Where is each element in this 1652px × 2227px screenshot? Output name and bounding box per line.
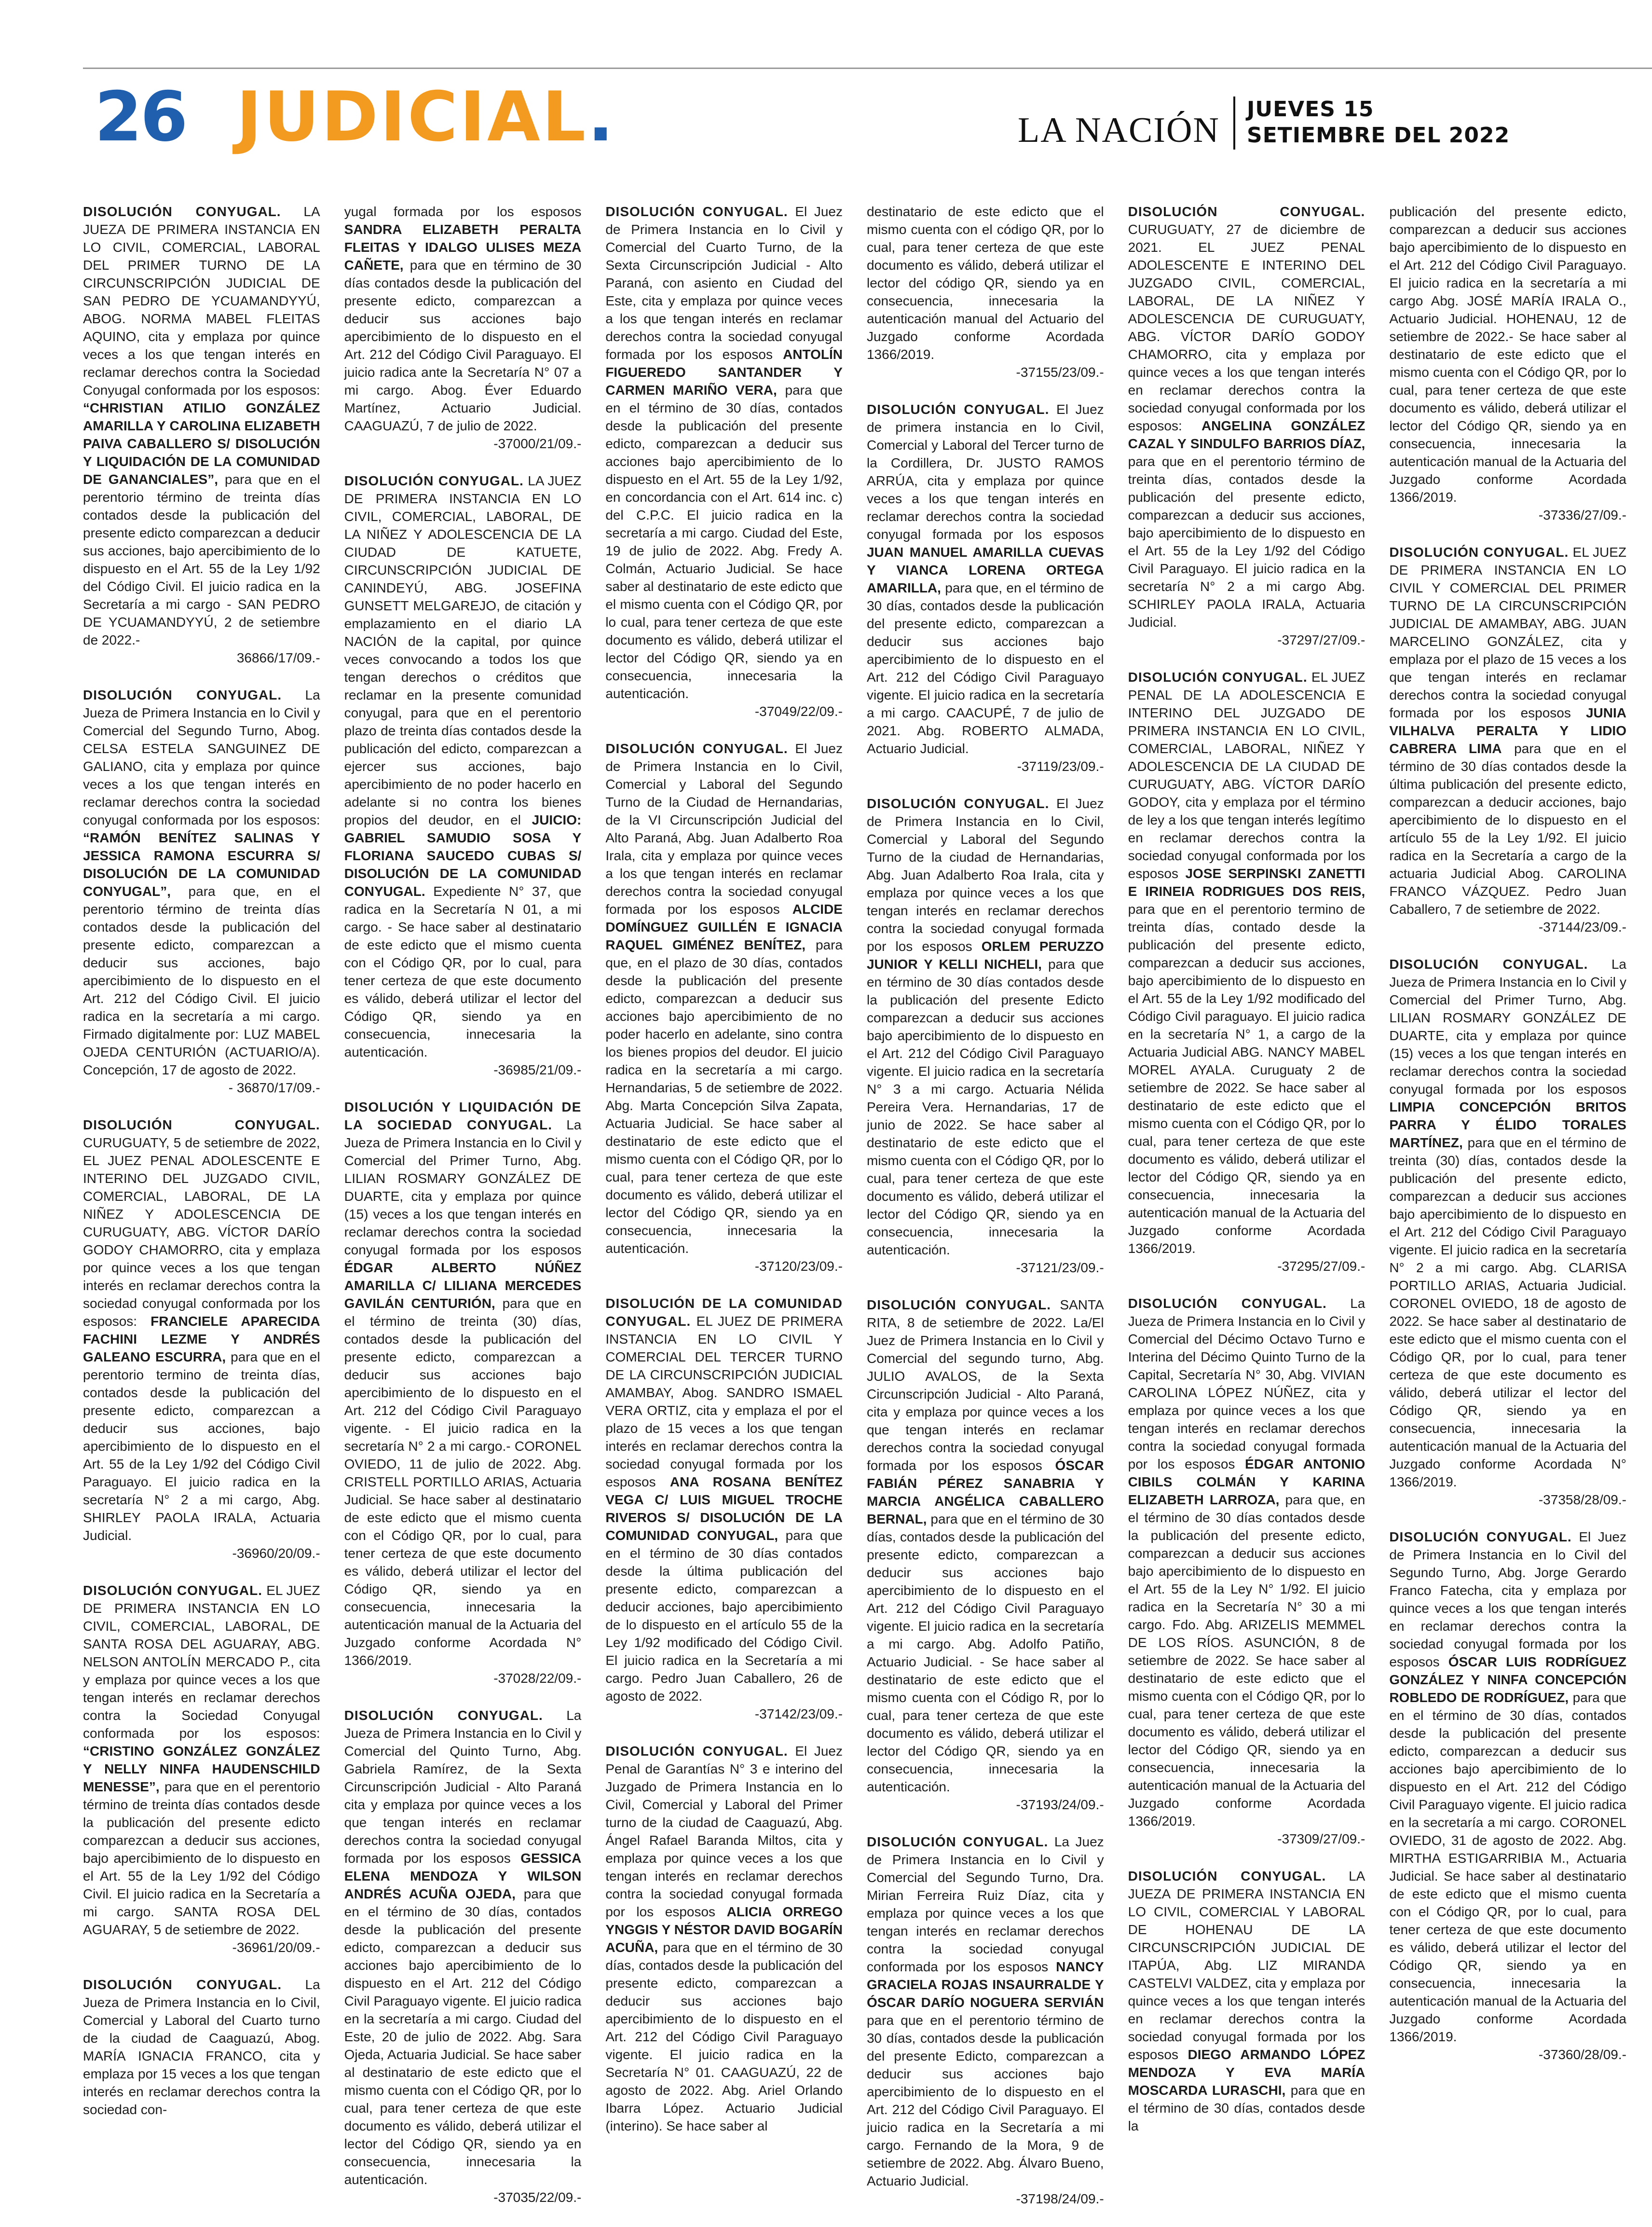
notice-parties: ÉDGAR ALBERTO NÚÑEZ AMARILLA C/ LILIANA MERCEDES GAVILÁN CENTURIÓN,	[344, 1260, 582, 1311]
notice-text: La Jueza de Primera Instancia en lo Civil y Comercial del Primer Turno, Abg. LILIAN ROSMARY GONZÁLEZ DE DUARTE, cita y emplaza por quince (15) veces a los que tengan interés en reclamar derechos contra la sociedad conyugal formada por los esposos	[344, 1117, 582, 1257]
notice-body	[344, 1706, 582, 2188]
notice-body	[83, 1581, 320, 1938]
notice-parties: JOSE SERPINSKI ZANETTI E IRINEIA RODRIGUES DOS REIS,	[1128, 866, 1365, 899]
notice-text: para que en el término de treinta (30) días, contados desde la publicación del presente edicto, comparezcan a deducir sus acciones bajo apercibimiento de lo dispuesto en el Art. 212 del Código Civil Paraguayo vigente. El juicio radica en la secretaría N° 2 a mi cargo. Abg. CLARISA PORTILLO ARIAS, Actuaria Judicial. CORONEL OVIEDO, 18 de agosto de 2022. Se hace saber al destinatario de este edicto que el mismo cuenta con el Código QR, por lo cual, para tener certeza de que este documento es válido, deberá utilizar el lector del Código QR, siendo ya en consecuencia, innecesaria la autenticación manual de la Actuaria del Juzgado conforme Acordada N° 1366/2019.	[1389, 1135, 1626, 1489]
notice-body	[605, 203, 843, 702]
notices-columns	[83, 203, 1626, 2206]
column-2	[344, 203, 582, 2227]
notice-text: para que en el término de 30 días, contados desde la publicación del presente edicto, comparezcan a deducir sus acciones bajo apercibimiento de lo dispuesto en el Art. 212 del Código Civil Paraguayo vigente. El juicio radica en la secretaría a mi cargo. CORONEL OVIEDO, 31 de agosto de 2022. Abg. MIRTHA ESTIGARRIBIA M., Actuaria Judicial. Se hace saber al destinatario de este edicto que el mismo cuenta con el Código QR, por lo cual, para tener certeza de que este documento es válido, deberá utilizar el lector del Código QR, siendo ya en consecuencia, innecesaria la autenticación manual de la Actuaria del Juzgado conforme Acordada 1366/2019.	[1389, 1690, 1626, 2044]
notice-text: CURUGUATY, 27 de diciembre de 2021. EL JUEZ PENAL ADOLESCENTE E INTERINO DEL JUZGADO CIVIL, COMERCIAL, LABORAL, DE LA NIÑEZ Y ADOLESCENCIA DE CURUGUATY, ABG. VÍCTOR DARÍO GODOY CHAMORRO, cita y emplaza por quince veces a los que tengan interés en reclamar derechos contra la sociedad conyugal conformada por los esposos:	[1128, 222, 1365, 433]
notice-parties: FRANCIELE APARECIDA FACHINI LEZME Y ANDRÉS GALEANO ESCURRA,	[83, 1314, 320, 1364]
notice-text: LA JUEZA DE PRIMERA INSTANCIA EN LO CIVIL, COMERCIAL Y LABORAL DE HOHENAU DE LA CIRCUNSCRIPCIÓN JUDICIAL DE ITAPÚA, Abg. LIZ MIRANDA CASTELVI VALDEZ, cita y emplaza por quince veces a los que tengan interés en reclamar derechos contra la sociedad conyugal formada por los esposos	[1128, 1869, 1365, 2062]
notice-parties: ANTOLÍN FIGUEREDO SANTANDER Y CARMEN MARIÑO VERA,	[605, 347, 843, 398]
notice-text: para que en el término de 30 días, contados desde la publicación del presente edicto, comparezcan a deducir sus acciones bajo apercibimiento de lo dispuesto en el Art. 212 del Código Civil Paraguayo vigente. El juicio radica en la Secretaría N° 01. CAAGUAZÚ, 22 de agosto de 2022. Abg. Ariel Orlando Ibarra López. Actuario Judicial (interino). Se hace saber al	[605, 1940, 843, 2133]
legal-notice	[605, 1742, 843, 2135]
notice-heading: DISOLUCIÓN CONYUGAL.	[605, 741, 788, 756]
notice-heading: DISOLUCIÓN CONYUGAL.	[83, 204, 281, 219]
column-5	[1128, 203, 1365, 2227]
notice-text: para que en el término de 30 días, contados desde la publicación del presente edicto, comparezcan a deducir sus acciones bajo apercibimiento de lo dispuesto en el Art. 212 del Código Civil Paraguayo vigente. El juicio radica en la secretaría a mi cargo. Abg. Adolfo Patiño, Actuario Judicial. - Se hace saber al destinatario de este edicto que el mismo cuenta con el Código R, por lo cual, para tener certeza de que este documento es válido, deberá utilizar el lector del Código QR, siendo ya en consecuencia, innecesaria la autenticación.	[866, 1512, 1104, 1794]
notice-heading: DISOLUCIÓN CONYUGAL.	[83, 687, 282, 702]
notice-body	[867, 400, 1104, 757]
notice-heading: DISOLUCIÓN CONYUGAL.	[344, 1708, 543, 1723]
notice-body	[867, 1833, 1104, 2190]
notice-body	[83, 686, 320, 1079]
notice-heading: DISOLUCIÓN Y LIQUIDACIÓN DE LA SOCIEDAD CONYUGAL.	[344, 1100, 582, 1132]
legal-notice	[605, 203, 843, 720]
legal-notice	[344, 203, 582, 453]
issue-date	[1247, 96, 1510, 149]
notice-text: La Jueza de Primera Instancia en lo Civil y Comercial del Segundo Turno, Abog. CELSA ESTELA SANGUINEZ DE GALIANO, cita y emplaza por quince veces a los que tengan interés en reclamar derechos contra la sociedad conyugal conformada por los esposos:	[83, 687, 320, 827]
notice-text: destinatario de este edicto que el mismo cuenta con el código QR, por lo cual, para tener certeza de que este documento es válido, deberá utilizar el lector del código QR, siendo ya en consecuencia, innecesaria la autenticación manual del Actuario del Juzgado conforme Acordada 1366/2019.	[866, 204, 1104, 362]
notice-body	[83, 203, 320, 649]
notice-heading: DISOLUCIÓN CONYUGAL.	[83, 1117, 320, 1132]
notice-text: para que en término de 30 días contados desde la publicación del presente edicto, comparezcan a deducir sus acciones bajo apercibimiento de lo dispuesto en el Art. 212 del Código Civil Paraguayo. El juicio radica ante la Secretaría N° 07 a mi cargo. Abog. Éver Eduardo Martínez, Actuario Judicial. CAAGUAZÚ, 7 de julio de 2022.	[344, 258, 582, 433]
notice-code: -37144/23/09.-	[1538, 920, 1626, 935]
notice-text: Expediente N° 37, que radica en la Secretaría N 01, a mi cargo. - Se hace saber al destinatario de este edicto que el mismo cuenta con el Código QR, por lo cual, para tener certeza de que este documento es válido, deberá utilizar el lector del Código QR, siendo ya en consecuencia, innecesaria la autenticación.	[344, 884, 582, 1059]
notice-code: -37035/22/09.-	[493, 2190, 582, 2205]
notice-body	[344, 1098, 582, 1669]
notice-text: para que en término de 30 días contados desde la publicación del presente Edicto comparezcan a deducir sus acciones bajo apercibimiento de lo dispuesto en el Art. 212 del Código Civil Paraguayo vigente. El juicio radica en la secretaría N° 3 a mi cargo. Actuaria Nélida Pereira Vera. Hernandarias, 17 de junio de 2022. Se hace saber al destinatario de este edicto que el mismo cuenta con el Código QR, por lo cual, para tener certeza de que este documento es válido, deberá utilizar el lector del Código QR, siendo ya en consecuencia, innecesaria la autenticación.	[866, 957, 1104, 1257]
notice-parties: ANGELINA GONZÁLEZ CAZAL Y SINDULFO BARRIOS DÍAZ,	[1128, 418, 1365, 451]
notice-code: -37121/23/09.-	[1016, 1260, 1104, 1275]
notice-text: para que en el término de 30 días, contados desde la publicación del presente edicto, comparezcan a deducir sus acciones bajo apercibimiento de lo dispuesto en el Art. 212 del Código Civil Paraguayo vigente. El juicio radica en la secretaría a mi cargo. Ciudad del Este, 20 de julio de 2022. Abg. Sara Ojeda, Actuaria Judicial. Se hace saber al destinatario de este edicto que el mismo cuenta con el Código QR, por lo cual, para tener certeza de que este documento es válido, deberá utilizar el lector del Código QR, siendo ya en consecuencia, innecesaria la autenticación.	[344, 1886, 582, 2187]
legal-notice	[1128, 203, 1365, 649]
notice-text: publicación del presente edicto, comparezcan a deducir sus acciones bajo apercibimiento de lo dispuesto en el Art. 212 del Código Civil Paraguayo. El juicio radica en la secretaría a mi cargo Abg. JOSÉ MARÍA IRALA O., Actuario Judicial. HOHENAU, 12 de setiembre de 2022.- Se hace saber al destinatario de este edicto que el mismo cuenta con el Código QR, por lo cual, para tener certeza de que este documento es válido, deberá utilizar el lector del Código QR, siendo ya en consecuencia, innecesaria la autenticación manual de la Actuaria del Juzgado conforme Acordada 1366/2019.	[1389, 204, 1626, 505]
notice-text: para que en el perentorio término de treinta días contados desde la publicación del presente edicto comparezcan a deducir sus acciones, bajo apercibimiento de lo dispuesto en el Art. 55 de la Ley 1/92 del Código Civil. El juicio radica en la Secretaría a mi cargo. SANTA ROSA DEL AGUARAY, 5 de setiembre de 2022.	[83, 1779, 320, 1937]
notice-body	[1128, 203, 1365, 631]
notice-code: -36961/20/09.-	[232, 1940, 320, 1955]
notice-text: La Juez de Primera Instancia en lo Civil y Comercial del Segundo Turno, Dra. Mirian Ferreira Ruiz Díaz, cita y emplaza por quince veces a los que tengan interés en reclamar derechos contra la sociedad conyugal conformada por los esposos	[866, 1834, 1104, 1974]
notice-parties: ÓSCAR LUIS RODRÍGUEZ GONZÁLEZ Y NINFA CONCEPCIÓN ROBLEDO DE RODRÍGUEZ,	[1389, 1654, 1626, 1705]
notice-text: LA JUEZ DE PRIMERA INSTANCIA EN LO CIVIL, COMERCIAL, LABORAL, DE LA NIÑEZ Y ADOLESCENCIA DE LA CIUDAD DE KATUETE, CIRCUNSCRIPCIÓN JUDICIAL DE CANINDEYÚ, ABG. JOSEFINA GUNSETT MELGAREJO, de citación y emplazamiento en el diario LA NACIÓN de la capital, por quince veces convocando a todos los que tengan derechos o créditos que reclamar en la presente comunidad conyugal, para que en el perentorio plazo de treinta días contados desde la publicación del edicto, comparezcan a ejercer sus acciones, bajo apercibimiento de no poder hacerlo en adelante si no contra los bienes propios del deudor, en el	[344, 473, 582, 827]
notice-parties: SANDRA ELIZABETH PERALTA FLEITAS Y IDALGO ULISES MEZA CAÑETE,	[344, 222, 582, 273]
legal-notice	[344, 1098, 582, 1687]
notice-body	[1128, 668, 1365, 1257]
legal-notice	[1128, 1867, 1365, 2135]
legal-notice	[1389, 955, 1626, 1509]
notice-code: 36866/17/09.-	[236, 650, 320, 665]
notice-text: EL JUEZ DE PRIMERA INSTANCIA EN LO CIVIL, COMERCIAL, LABORAL, DE SANTA ROSA DEL AGUARAY, ABG. NELSON ANTOLÍN MERCADO P., cita y emplaza por quince veces a los que tengan interés en reclamar derechos contra la Sociedad Conyugal conformada por los esposos:	[83, 1583, 320, 1741]
column-6	[1389, 203, 1626, 2227]
notice-body	[83, 1976, 320, 2118]
notice-heading: DISOLUCIÓN CONYUGAL.	[866, 1297, 1051, 1312]
issue-month-year: SETIEMBRE DEL 2022	[1247, 123, 1510, 148]
issue-day: JUEVES 15	[1247, 97, 1374, 122]
legal-notice	[344, 472, 582, 1079]
notice-parties: ALCIDE DOMÍNGUEZ GUILLÉN E IGNACIA RAQUEL GIMÉNEZ BENÍTEZ,	[605, 902, 843, 952]
legal-notice	[1389, 1528, 1626, 2063]
notice-text: para que, en el término de 30 días contados desde la publicación del presente edicto, comparezcan a deducir sus acciones bajo apercibimiento de lo dispuesto en el Art. 55 de la Ley N° 1/92. El juicio radica en la Secretaría N° 30 a mi cargo. Fdo. Abg. ARIZELIS MEMMEL DE LOS RÍOS. ASUNCIÓN, 8 de setiembre de 2022. Se hace saber al destinatario de este edicto que el mismo cuenta con el Código QR, por lo cual, para tener certeza de que este documento es válido, deberá utilizar el lector del Código QR, siendo ya en consecuencia, innecesaria la autenticación manual de la Actuaria del Juzgado conforme Acordada 1366/2019.	[1128, 1492, 1365, 1828]
notice-text: El Juez de Primera Instancia en lo Civil y Comercial del Cuarto Turno, de la Sexta Circunscripción Judicial - Alto Paraná, con asiento en Ciudad del Este, cita y emplaza por quince veces a los que tengan interés en reclamar derechos contra la sociedad conyugal formada por los esposos	[605, 204, 843, 362]
legal-notice	[1389, 543, 1626, 936]
legal-notice	[867, 1296, 1104, 1814]
notice-parties: ANA ROSANA BENÍTEZ VEGA C/ LUIS MIGUEL TROCHE RIVEROS S/ DISOLUCIÓN DE LA COMUNIDAD CONYUGAL,	[605, 1474, 843, 1543]
notice-body	[83, 1116, 320, 1544]
section-title-text: JUDICIAL	[236, 77, 588, 157]
notice-text: El Juez de Primera Instancia en lo Civil del Segundo Turno, Abg. Jorge Gerardo Franco Fatecha, cita y emplaza por quince veces a los que tengan interés en reclamar derechos contra la sociedad conyugal formada por los esposos	[1389, 1529, 1626, 1669]
notice-text: para que en el término de 30 días, contados desde la	[1128, 2083, 1365, 2133]
notice-text: El Juez Penal de Garantías N° 3 e interino del Juzgado de Primera Instancia en lo Civil, Comercial y Laboral del Primer turno de la ciudad de Caaguazú, Abg. Ángel Rafael Baranda Miltos, cita y emplaza por quince veces a los que tengan interés en reclamar derechos contra la sociedad conyugal formada por los esposos	[605, 1744, 843, 1919]
notice-code: -37309/27/09.-	[1277, 1831, 1365, 1846]
notice-text: para que, en el término de 30 días, contados desde la publicación del presente edicto, comparezcan a deducir sus acciones bajo apercibimiento de lo dispuesto en el Art. 212 del Código Civil Paraguayo vigente. El juicio radica en la secretaría a mi cargo. CAACUPÉ, 7 de julio de 2021. Abg. ROBERTO ALMADA, Actuario Judicial.	[866, 580, 1104, 756]
notice-text: LA JUEZA DE PRIMERA INSTANCIA EN LO CIVIL, COMERCIAL, LABORAL DEL PRIMER TURNO DE LA CIRCUNSCRIPCIÓN JUDICIAL DE SAN PEDRO DE YCUAMANDYYÚ, ABOG. NORMA MABEL FLEITAS AQUINO, cita y emplaza por quince veces a los que tengan interés en reclamar derechos contra la Sociedad Conyugal conformada por los esposos:	[83, 204, 320, 398]
notice-parties: ÉDGAR ANTONIO CIBILS COLMÁN Y KARINA ELIZABETH LARROZA,	[1128, 1457, 1365, 1507]
column-4	[867, 203, 1104, 2227]
notice-parties: JUNIA VILHALVA PERALTA Y LIDIO CABRERA LIMA	[1389, 705, 1626, 756]
notice-code: -37198/24/09.-	[1016, 2191, 1104, 2206]
legal-notice	[605, 740, 843, 1275]
notice-parties: JUICIO: GABRIEL SAMUDIO SOSA Y FLORIANA SAUCEDO CUBAS S/ DISOLUCIÓN DE LA COMUNIDAD CONYUGAL.	[344, 812, 582, 899]
column-3	[605, 203, 843, 2227]
notice-body	[344, 472, 582, 1061]
notice-parties: “CRISTINO GONZÁLEZ GONZÁLEZ Y NELLY NINFA HAUDENSCHILD MENESSE”,	[83, 1744, 320, 1794]
notice-text: El Juez de primera instancia en lo Civil, Comercial y Laboral del Tercer turno de la Cordillera, Dr. JUSTO RAMOS ARRÚA, cita y emplaza por quince veces a los que tengan interés en reclamar derechos contra la sociedad conyugal formada por los esposos	[866, 402, 1104, 542]
notice-body	[867, 795, 1104, 1259]
notice-body	[605, 1742, 843, 2135]
legal-notice	[867, 795, 1104, 1277]
notice-code: -37297/27/09.-	[1277, 632, 1365, 647]
notice-text: para que en el perentorio termino de treinta días, contado desde la publicación del presente edicto, comparezcan a deducir sus acciones, bajo apercibimiento de lo dispuesto en el Art. 55 de la Ley 1/92 modificado del Código Civil paraguayo. El juicio radica en la secretaría N° 1, a cargo de la Actuaria Judicial ABG. NANCY MABEL MOREL AYALA. Curuguaty 2 de setiembre de 2022. Se hace saber al destinatario de este edicto que el mismo cuenta con el Código QR, por lo cual, para tener certeza de que este documento es válido, deberá utilizar el lector del Código QR, siendo ya en consecuencia, innecesaria la autenticación manual de la Actuaria del Juzgado conforme Acordada 1366/2019.	[1128, 902, 1365, 1256]
notice-parties: ALICIA ORREGO YNGGIS Y NÉSTOR DAVID BOGARÍN ACUÑA,	[605, 1904, 843, 1955]
notice-text: para que en el término de 30 días contados desde la última publicación del presente edicto, comparezcan a deducir acciones, bajo apercibimiento de lo dispuesto en el artículo 55 de la Ley 1/92 modificado del Código Civil. El juicio radica en la Secretaría a mi cargo. Pedro Juan Caballero, 26 de agosto de 2022.	[605, 1528, 843, 1704]
notice-heading: DISOLUCIÓN CONYUGAL.	[866, 402, 1050, 417]
legal-notice	[867, 400, 1104, 775]
notice-code: -37119/23/09.-	[1017, 759, 1104, 774]
notice-code: -37193/24/09.-	[1016, 1797, 1104, 1812]
notice-parties: NANCY GRACIELA ROJAS INSAURRALDE Y ÓSCAR DARÍO NOGUERA SERVIÁN	[866, 1959, 1104, 2010]
notice-heading: DISOLUCIÓN CONYUGAL.	[1128, 204, 1365, 219]
notice-body	[1389, 955, 1626, 1491]
notice-body	[1389, 1528, 1626, 2046]
notice-text: para que en el término de 30 días, contados desde la publicación del presente edicto, comparezcan a deducir sus acciones bajo apercibimiento de lo dispuesto en el Art. 55 de la Ley 1/92, en concordancia con el Art. 614 inc. c) del C.P.C. El juicio radica en la secretaría a mi cargo. Ciudad del Este, 19 de julio de 2022. Abg. Fredy A. Colmán, Actuario Judicial. Se hace saber al destinatario de este edicto que el mismo cuenta con el Código QR, por lo cual, para tener certeza de que este documento es válido, deberá utilizar el lector del Código QR, siendo ya en consecuencia, innecesaria la autenticación.	[605, 383, 843, 701]
notice-code: -37155/23/09.-	[1016, 365, 1104, 380]
newspaper-logo: LA NACIÓN	[1018, 110, 1220, 150]
notice-text: para que en el perentorio término de treinta días, contados desde la publicación del presente edicto, comparezcan a deducir sus acciones, bajo apercibimiento de lo dispuesto en el Art. 55 de la Ley 1/92 del Código Civil Paraguayo. El juicio radica en la secretaría N° 2 a mi cargo Abg. SCHIRLEY PAOLA IRALA, Actuaria Judicial.	[1128, 454, 1365, 630]
notice-text: para que en el término de 30 días contados desde la última publicación del presente edicto, comparezcan a deducir acciones, bajo apercibimiento de lo dispuesto en el artículo 55 de la Ley 1/92. El juicio radica en la Secretaría a cargo de la actuaria Judicial Abog. CAROLINA FRANCO VÁZQUEZ. Pedro Juan Caballero, 7 de setiembre de 2022.	[1389, 741, 1626, 917]
legal-notice	[867, 203, 1104, 381]
notice-body	[344, 203, 582, 435]
notice-heading: DISOLUCIÓN CONYUGAL.	[83, 1977, 282, 1992]
notice-body	[867, 203, 1104, 363]
notice-body	[1389, 543, 1626, 918]
notice-parties: JUAN MANUEL AMARILLA CUEVAS Y VIANCA LORENA ORTEGA AMARILLA,	[866, 545, 1104, 595]
notice-heading: DISOLUCIÓN CONYUGAL.	[866, 796, 1050, 811]
notice-heading: DISOLUCIÓN CONYUGAL.	[605, 1744, 788, 1759]
notice-code: -36960/20/09.-	[232, 1546, 320, 1561]
notice-heading: DISOLUCIÓN CONYUGAL.	[1389, 545, 1569, 560]
legal-notice	[83, 203, 320, 667]
notice-code: -37000/21/09.-	[493, 436, 582, 451]
notice-code: -37360/28/09.-	[1538, 2047, 1626, 2062]
notice-text: EL JUEZ DE PRIMERA INSTANCIA EN LO CIVIL Y COMERCIAL DEL PRIMER TURNO DE LA CIRCUNSCRIPCIÓN JUDICIAL DE AMAMBAY, ABG. JUAN MARCELINO GONZÁLEZ, cita y emplaza por el plazo de 15 veces a los que tengan interés en reclamar derechos contra la sociedad conyugal formada por los esposos	[1389, 545, 1626, 720]
notice-text: La Jueza de Primera Instancia en lo Civil, Comercial y Laboral del Cuarto turno de la ciudad de Caaguazú, Abog. MARÍA IGNACIA FRANCO, cita y emplaza por 15 veces a los que tengan interés en reclamar derechos contra la sociedad con-	[83, 1977, 320, 2117]
notice-body	[1389, 203, 1626, 506]
legal-notice	[1128, 668, 1365, 1275]
notice-heading: DISOLUCIÓN CONYUGAL.	[1128, 1869, 1326, 1883]
notice-heading: DISOLUCIÓN CONYUGAL.	[1389, 957, 1588, 972]
notice-code: - 36870/17/09.-	[228, 1080, 320, 1095]
notice-text: CURUGUATY, 5 de setiembre de 2022, EL JUEZ PENAL ADOLESCENTE E INTERINO DEL JUZGADO CIVIL, COMERCIAL, LABORAL, DE LA NIÑEZ Y ADOLESCENCIA DE CURUGUATY, ABG. VÍCTOR DARÍO GODOY CHAMORRO, cita y emplaza por quince veces a los que tengan interés en reclamar derechos contra la sociedad conyugal conformada por los esposos:	[83, 1135, 320, 1329]
page-number: 26	[95, 77, 186, 157]
notice-code: -36985/21/09.-	[493, 1062, 582, 1077]
notice-heading: DISOLUCIÓN CONYUGAL.	[605, 204, 788, 219]
notice-text: La Jueza de Primera Instancia en lo Civil y Comercial del Décimo Octavo Turno e Interina del Décimo Quinto Turno de la Capital, Secretaría N° 30, Abg. VIVIAN CAROLINA LÓPEZ NÚÑEZ, cita y emplaza por quince veces a los que tengan interés en reclamar derechos contra la sociedad conyugal formada por los esposos	[1128, 1296, 1365, 1471]
notice-heading: DISOLUCIÓN CONYUGAL.	[1128, 670, 1308, 685]
notice-text: para que en el perentorio término de 30 días, contados desde la publicación del presente Edicto, comparezcan a deducir sus acciones bajo apercibimiento de lo dispuesto en el Art. 212 del Código Civil Paraguayo. El juicio radica en la Secretaría a mi cargo. Fernando de la Mora, 9 de setiembre de 2022. Abg. Álvaro Bueno, Actuario Judicial.	[866, 2013, 1104, 2188]
notice-parties: ÓSCAR FABIÁN PÉREZ SANABRIA Y MARCIA ANGÉLICA CABALLERO BERNAL,	[866, 1458, 1104, 1526]
notice-parties: LIMPIA CONCEPCIÓN BRITOS PARRA Y ÉLIDO TORALES MARTÍNEZ,	[1389, 1100, 1626, 1150]
notice-parties: DIEGO ARMANDO LÓPEZ MENDOZA Y EVA MARÍA MOSCARDA LURASCHI,	[1128, 2047, 1365, 2098]
notice-text: para que en el perentorio termino de treinta días, contados desde la publicación del presente edicto, comparezcan a deducir sus acciones, bajo apercibimiento de lo dispuesto en el Art. 55 de la Ley 1/92 del Código Civil Paraguayo. El juicio radica en la secretaría N° 2 a mi cargo, Abg. SHIRLEY PAOLA IRALA, Actuaria Judicial.	[83, 1349, 320, 1543]
notice-text: El Juez de Primera Instancia en lo Civil, Comercial y Laboral del Segundo Turno de la Ciudad de Hernandarias, de la VI Circunscripción Judicial del Alto Paraná, Abg. Juan Adalberto Roa Irala, cita y emplaza por quince veces a los que tengan interés en reclamar derechos contra la sociedad conyugal formada por los esposos	[605, 741, 843, 917]
legal-notice	[83, 686, 320, 1097]
legal-notice	[83, 1581, 320, 1956]
notice-code: -37028/22/09.-	[493, 1671, 582, 1686]
notice-code: -37295/27/09.-	[1277, 1259, 1365, 1274]
legal-notice	[83, 1976, 320, 2118]
notice-body	[867, 1296, 1104, 1796]
notice-text: EL JUEZ DE PRIMERA INSTANCIA EN LO CIVIL Y COMERCIAL DEL TERCER TURNO DE LA CIRCUNSCRIPCIÓN JUDICIAL AMAMBAY, Abog. SANDRO ISMAEL VERA ORTIZ, cita y emplaza el por el plazo de 15 veces a los que tengan interés en reclamar derechos contra la sociedad conyugal formada por los esposos	[605, 1314, 843, 1489]
legal-notice	[867, 1833, 1104, 2208]
notice-code: -37120/23/09.-	[754, 1259, 843, 1274]
notice-code: -37336/27/09.-	[1538, 508, 1626, 522]
notice-code: -37358/28/09.-	[1538, 1492, 1626, 1507]
notice-body	[1128, 1294, 1365, 1830]
notice-text: para que, en el plazo de 30 días, contados desde la publicación del presente edicto, comparezcan a deducir sus acciones bajo apercibimiento de no poder hacerlo en adelante, sino contra los bienes propios del deudor. El juicio radica en la secretaría a mi cargo. Hernandarias, 5 de setiembre de 2022. Abg. Marta Concepción Silva Zapata, Actuaria Judicial. Se hace saber al destinatario de este edicto que el mismo cuenta con el Código QR, por lo cual, para tener certeza de que este documento es válido, deberá utilizar el lector del Código QR, siendo ya en consecuencia, innecesaria la autenticación.	[605, 937, 843, 1256]
notice-parties: “RAMÓN BENÍTEZ SALINAS Y JESSICA RAMONA ESCURRA S/ DISOLUCIÓN DE LA COMUNIDAD CONYUGAL”,	[83, 830, 320, 899]
notice-body	[605, 1294, 843, 1705]
legal-notice	[605, 1294, 843, 1723]
notice-text: yugal formada por los esposos	[344, 204, 582, 219]
legal-notice	[1128, 1294, 1365, 1848]
header-rule	[83, 68, 1652, 69]
notice-text: La Jueza de Primera Instancia en lo Civil y Comercial del Quinto Turno, Abg. Gabriela Ramírez, de la Sexta Circunscripción Judicial - Alto Paraná cita y emplaza por quince veces a los que tengan interés en reclamar derechos contra la sociedad conyugal formada por los esposos	[344, 1708, 582, 1866]
notice-body	[1128, 1867, 1365, 2135]
notice-text: para que en el perentorio término de treinta días contados desde la publicación del presente edicto comparezcan a deducir sus acciones, bajo apercibimiento de lo dispuesto en el Art. 55 de la Ley 1/92 del Código Civil. El juicio radica en la Secretaría a mi cargo - SAN PEDRO DE YCUAMANDYYÚ, 2 de setiembre de 2022.-	[83, 472, 320, 647]
notice-heading: DISOLUCIÓN CONYUGAL.	[1128, 1296, 1327, 1311]
notice-text: SANTA RITA, 8 de setiembre de 2022. La/El Juez de Primera Instancia en lo Civil y Comercial del segundo turno, Abg. JULIO AVALOS, de la Sexta Circunscripción Judicial - Alto Paraná, cita y emplaza por quince veces a los que tengan interés en reclamar derechos contra la sociedad conyugal formada por los esposos	[866, 1297, 1104, 1473]
notice-parties: GESSICA ELENA MENDOZA Y WILSON ANDRÉS ACUÑA OJEDA,	[344, 1851, 582, 1901]
notice-parties: “CHRISTIAN ATILIO GONZÁLEZ AMARILLA Y CAROLINA ELIZABETH PAIVA CABALLERO S/ DISOLUCIÓN Y LIQUIDACIÓN DE LA COMUNIDAD DE GANANCIALES”,	[83, 400, 320, 487]
notice-text: EL JUEZ PENAL DE LA ADOLESCENCIA E INTERINO DEL JUZGADO DE PRIMERA INSTANCIA EN LO CIVIL, COMERCIAL, LABORAL, NIÑEZ Y ADOLESCENCIA DE LA CIUDAD DE CURUGUATY, ABG. VÍCTOR DARÍO GODOY, cita y emplaza por el término de ley a los que tengan interés legítimo en reclamar derechos contra la sociedad conyugal conformada por los esposos	[1128, 670, 1365, 881]
notice-heading: DISOLUCIÓN CONYUGAL.	[344, 473, 524, 488]
notice-body	[605, 740, 843, 1257]
section-title	[236, 77, 616, 157]
notice-parties: ORLEM PERUZZO JUNIOR Y KELLI NICHELI,	[866, 939, 1104, 972]
section-title-dot: .	[587, 77, 616, 157]
notice-heading: DISOLUCIÓN CONYUGAL.	[866, 1834, 1049, 1849]
notice-text: El Juez de Primera Instancia en lo Civil, Comercial y Laboral del Segundo Turno de la ciudad de Hernandarias, Abg. Juan Adalberto Roa Irala, cita y emplaza por quince veces a los que tengan interés en reclamar derechos contra la sociedad conyugal formada por los esposos	[866, 796, 1104, 954]
notice-heading: DISOLUCIÓN CONYUGAL.	[1389, 1529, 1572, 1544]
legal-notice	[1389, 203, 1626, 524]
notice-text: La Jueza de Primera Instancia en lo Civil y Comercial del Primer Turno, Abg. LILIAN ROSMARY GONZÁLEZ DE DUARTE, cita y emplaza por quince (15) veces a los que tengan interés en reclamar derechos contra la sociedad conyugal formada por los esposos	[1389, 957, 1626, 1097]
notice-heading: DISOLUCIÓN DE LA COMUNIDAD CONYUGAL.	[605, 1296, 843, 1329]
notice-code: -37142/23/09.-	[754, 1706, 843, 1721]
column-1	[83, 203, 320, 2227]
notice-text: para que en el término de treinta (30) días, contados desde la publicación del presente edicto, comparezcan a deducir sus acciones bajo apercibimiento de lo dispuesto en el Art. 212 del Código Civil Paraguayo vigente. - El juicio radica en la secretaría N° 2 a mi cargo.- CORONEL OVIEDO, 11 de julio de 2022. Abg. CRISTELL PORTILLO ARIAS, Actuaria Judicial. Se hace saber al destinatario de este edicto que el mismo cuenta con el Código QR, por lo cual, para tener certeza de que este documento es válido, deberá utilizar el lector del Código QR, siendo ya en consecuencia, innecesaria la autenticación manual de la Actuaria del Juzgado conforme Acordada N° 1366/2019.	[344, 1296, 582, 1668]
header-divider	[1233, 96, 1235, 150]
notice-code: -37049/22/09.-	[754, 704, 843, 719]
legal-notice	[344, 1706, 582, 2206]
legal-notice	[83, 1116, 320, 1562]
notice-text: para que, en el perentorio término de treinta días contados desde la publicación del presente edicto, comparezcan a deducir sus acciones, bajo apercibimiento de lo dispuesto en el Art. 212 del Código Civil. El juicio radica en la secretaría a mi cargo. Firmado digitalmente por: LUZ MABEL OJEDA CENTURIÓN (ACTUARIO/A). Concepción, 17 de agosto de 2022.	[83, 884, 320, 1077]
notice-heading: DISOLUCIÓN CONYUGAL.	[83, 1583, 262, 1598]
